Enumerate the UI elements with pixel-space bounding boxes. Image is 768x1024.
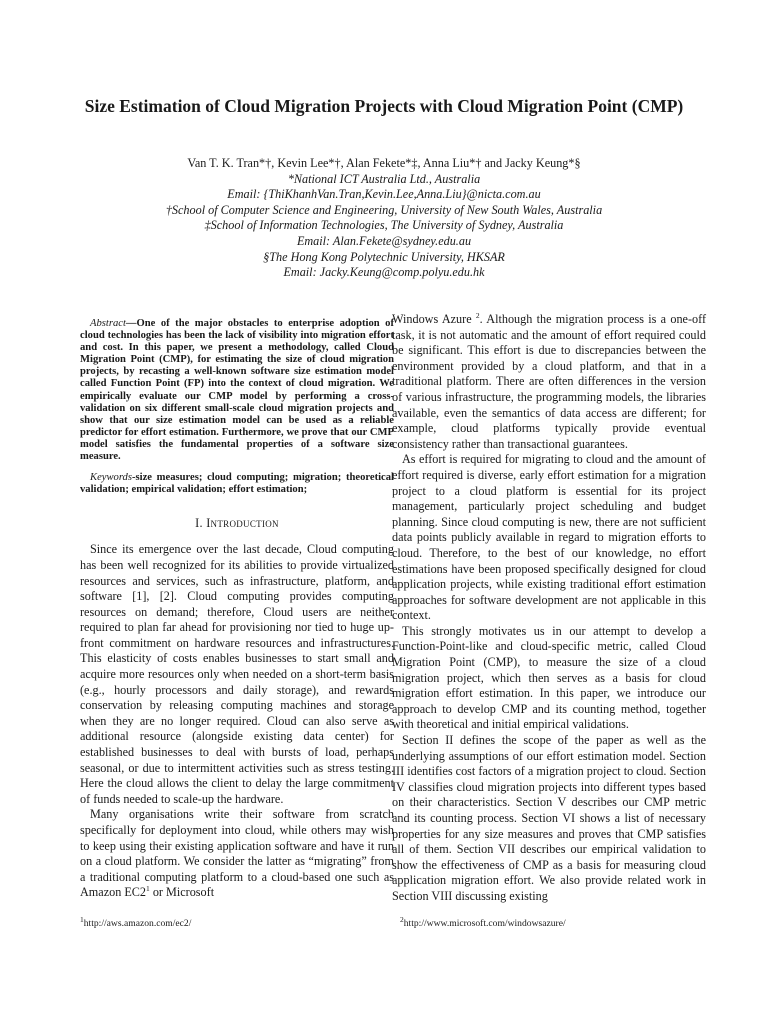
section-heading-introduction: I. Introduction	[195, 516, 279, 531]
paper-title: Size Estimation of Cloud Migration Projects with Cloud Migration Point (CMP)	[84, 96, 684, 116]
affiliation-line: Email: Alan.Fekete@sydney.edu.au	[296, 233, 472, 248]
keywords	[80, 472, 394, 496]
affiliation-line: †School of Computer Science and Engineering, University of New South Wales, Australia	[165, 202, 603, 217]
body-paragraph: Windows Azure $^2$. Although the migration process is a one-off task, it is not automatic and the amount of effort required could be significant. This effort is due to discrepancies between the environment provided by a cloud platform, and that in a traditional platform. There are often differences in the version of various infrastructure, the programming models, the libraries available, even the semantics of data access are different; for example, cloud platforms typically provide eventual consistency rather than transactional guarantees.	[392, 310, 707, 451]
keywords-label: Keywords	[90, 472, 132, 484]
footnote-ref: 1	[146, 884, 150, 894]
affiliation-line: Email: Jacky.Keung@comp.polyu.edu.hk	[283, 265, 485, 280]
right-column	[392, 312, 706, 905]
affiliation-line: Email: {ThiKhanhVan.Tran,Kevin.Lee,Anna.Liu}@nicta.com.au	[227, 187, 541, 202]
footnote-link[interactable]: http://www.microsoft.com/windowsazure/	[403, 918, 566, 929]
footnote-2: $^2$http://www.microsoft.com/windowsazure/	[400, 914, 566, 929]
affiliation-line: *National ICT Australia Ltd., Australia	[287, 171, 481, 186]
body-paragraph: Since its emergence over the last decade, Cloud computing has been well recognized for its abilities to provide virtualized resources and services, such as infrastructure, platform, and software [1], [2]. Cloud computing provides computing resources on demand; therefore, Cloud users are neither required to plan far ahead for provisioning nor tied to huge up-front commitment on hardware resources and infrastructures. This elasticity of costs enables businesses to start small and acquire more resources only when needed on a short-term basis (e.g., hourly processors and daily storage), and rewards conservation by releasing computing machines and storage when they are no longer required. Cloud can also serve as additional resource (alongside existing data center) for established businesses to deal with bursts of load, perhaps seasonal, or due to intermittent activities such as stress testing. Here the cloud allows the client to delay the large commitment of funds needed to scale-up the hardware.	[80, 542, 394, 806]
left-column	[80, 318, 394, 901]
body-paragraph: This strongly motivates us in our attempt to develop a Function-Point-like and cloud-specific metric, called Cloud Migration Point (CMP), to measure the size of a cloud migration project, which then serves as a basis for cloud migration effort estimation. In this paper, we introduce our approach to develop CMP and its counting method, together with theoretical and initial empirical validations.	[392, 623, 706, 732]
author-block	[60, 156, 708, 281]
abstract-text: —One of the major obstacles to enterprise adoption of cloud technologies has been the lack of visibility into migration effort and cost. In this paper, we present a methodology, called Cloud Migration Point (CMP), for estimating the size of cloud migration projects, by recasting a well-known software size estimation model called Function Point (FP) into the context of cloud migration. We empirically evaluate our CMP model by performing a cross-validation on six different small-scale cloud migration projects and show that our size estimation model can be used as a reliable predictor for effort estimation. Furthermore, we prove that our CMP model satisfies the fundamental properties of a software size measure.	[80, 318, 394, 463]
abstract-label: Abstract	[90, 318, 126, 329]
body-paragraph: Section II defines the scope of the paper as well as the underlying assumptions of our effort estimation model. Section III identifies cost factors of a migration project to cloud. Section IV classifies cloud migration projects into different types based on their characteristics. Section V describes our CMP metric and its counting process. Section VI shows a list of necessary properties for any size measures and proves that CMP satisfies all of them. Section VII describes our empirical validation to show the effectiveness of CMP as a basis for measuring cloud application migration effort. We also provide related work in Section VIII discussing existing	[392, 733, 706, 903]
body-paragraph: As effort is required for migrating to cloud and the amount of effort required is diverse, early effort estimation for a migration project to a cloud platform is essential for its project management, particularly project scheduling and budget planning. Since cloud computing is new, there are not sufficient data points publicly available in regard to migration efforts to cloud. Therefore, to the best of our knowledge, no effort estimations have been proposed specifically designed for cloud application projects, while existing traditional effort estimation approaches for software development are not applicable in this context.	[392, 452, 706, 623]
footnote-1: $^1$http://aws.amazon.com/ec2/	[80, 914, 192, 929]
affiliation-line: ‡School of Information Technologies, The University of Sydney, Australia	[204, 218, 564, 233]
footnote-link[interactable]: http://aws.amazon.com/ec2/	[83, 918, 192, 929]
body-paragraph: Many organisations write their software from scratch specifically for deployment into cloud, while others may wish to keep using their existing application software and have it run on a cloud platform. We consider the latter as “migrating” from a traditional computing platform to a cloud-based one such as Amazon $EC2^1$ or Microsoft	[80, 807, 394, 900]
abstract	[80, 318, 394, 463]
affiliation-line: §The Hong Kong Polytechnic University, HKSAR	[263, 249, 505, 264]
author-names: Van T. K. Tran*†, Kevin Lee*†, Alan Fekete*‡, Anna Liu*† and Jacky Keung*§	[187, 156, 581, 170]
footnote-ref: 2	[475, 310, 480, 320]
keywords-text: -size measures; cloud computing; migration; theoretical validation; empirical validation; effort estimation;	[80, 472, 394, 496]
